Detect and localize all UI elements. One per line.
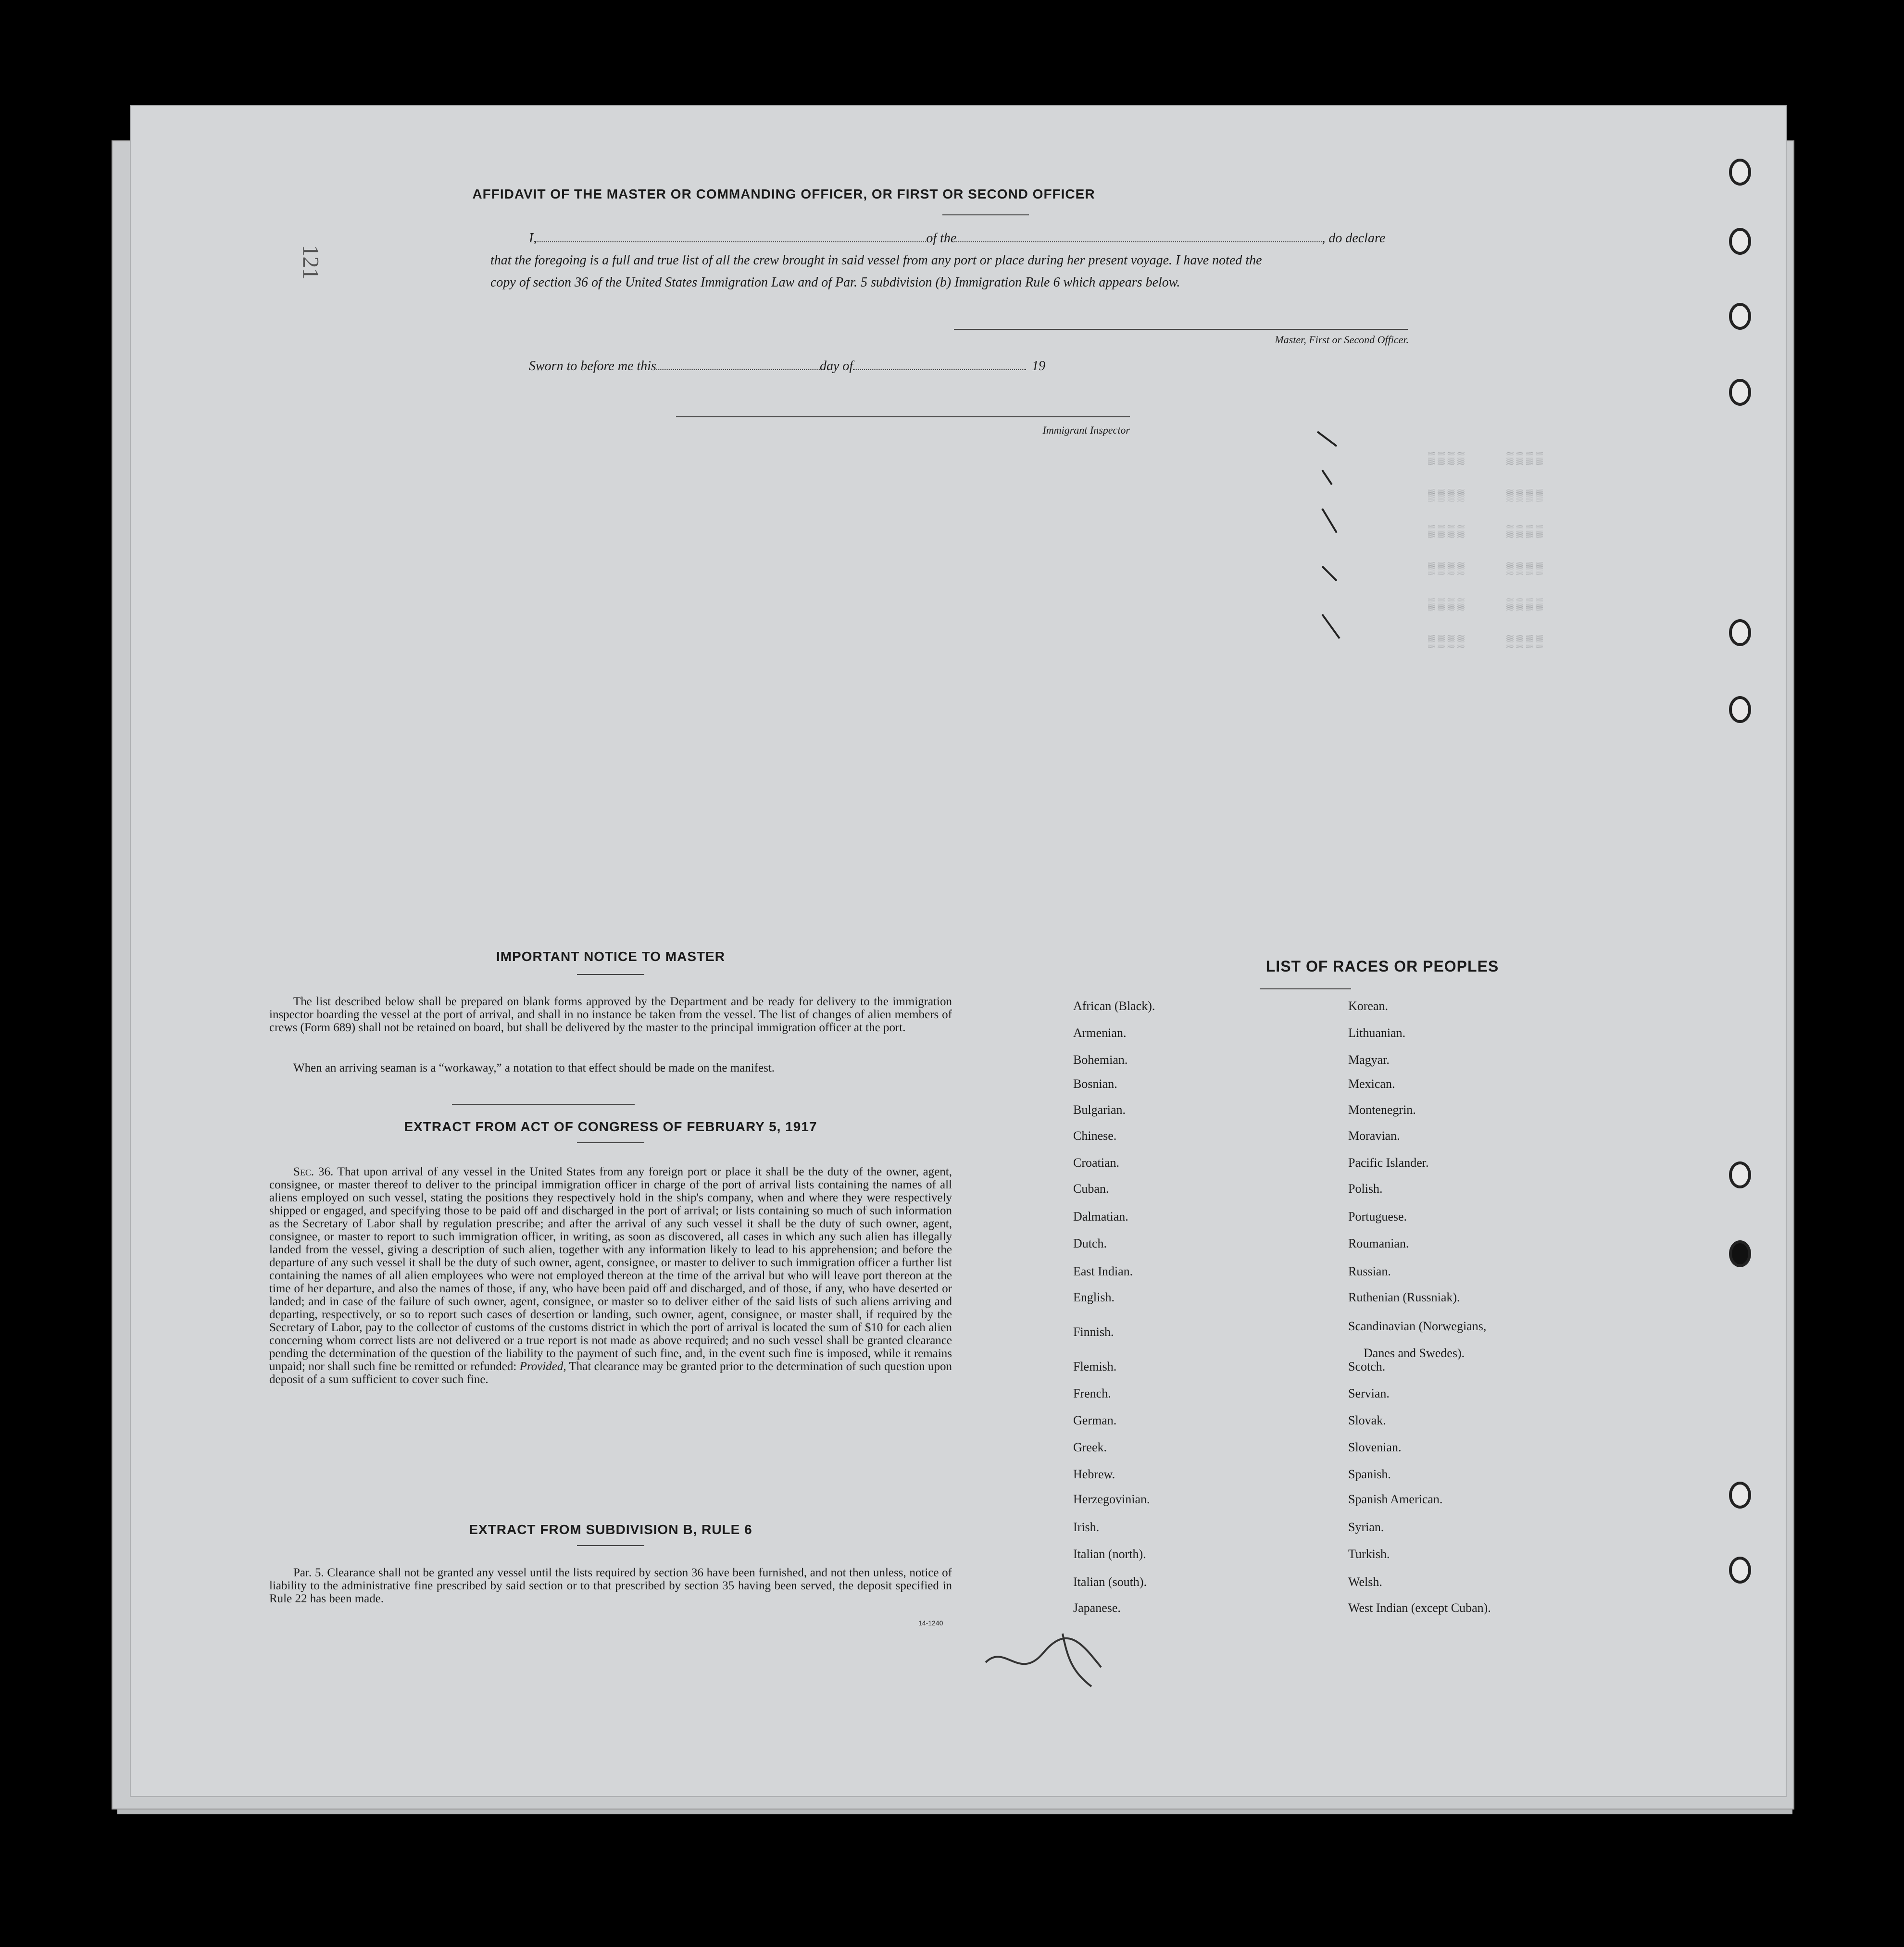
race-item: African (Black). [1073, 999, 1155, 1013]
race-item: Herzegovinian. [1073, 1492, 1150, 1506]
race-item: Russian. [1348, 1264, 1391, 1278]
race-item: East Indian. [1073, 1264, 1133, 1278]
section-rule [452, 1104, 635, 1105]
punch-hole [1729, 303, 1751, 330]
punch-hole [1729, 1240, 1751, 1267]
race-item: Lithuanian. [1348, 1026, 1406, 1040]
punch-hole [1729, 228, 1751, 255]
tick-mark [1322, 566, 1337, 581]
sworn-line: Sworn to before me this day of 19 [529, 359, 1046, 374]
rule-title-rule [577, 1545, 644, 1546]
race-item: Ruthenian (Russniak). [1348, 1290, 1460, 1304]
race-item: Greek. [1073, 1440, 1107, 1454]
master-label: Master, First or Second Officer. [1275, 334, 1409, 346]
punch-hole [1729, 1482, 1751, 1509]
race-item: French. [1073, 1386, 1111, 1400]
race-item: Italian (north). [1073, 1547, 1146, 1561]
races-title: LIST OF RACES OR PEOPLES [1265, 958, 1499, 975]
tick-mark [1317, 432, 1337, 446]
race-item: Dutch. [1073, 1236, 1107, 1250]
race-item: Bohemian. [1073, 1053, 1128, 1067]
form-number: 14-1240 [918, 1619, 943, 1627]
document-page [130, 105, 1787, 1797]
tick-marks [1313, 422, 1370, 768]
handwritten-signature [976, 1614, 1149, 1701]
act-text: Sec. 36. That upon arrival of any vessel in the United States from any foreign port or place it shall be the duty of the owner, agent, consignee, or master thereof to deliver to the principal immigration officer in charge of the port of arrival lists containing the names of all aliens employed on such vessel, stating the positions they respectively hold in the ship's company, when and where they were respectively shipped or engaged, and specifying those to be paid off and discharged in the port of arrival; or lists containing so much of such information as the Secretary of Labor shall by regulation prescribe; and after the arrival of any such vessel it shall be the duty of such owner, agent, consignee, or master to report to such immigration officer, in writing, as soon as discovered, all cases in which any such alien has illegally landed from the vessel, giving a description of such alien, together with any information likely to lead to his apprehension; and before the departure of any such vessel it shall be the duty of such owner, agent, consignee, or master to deliver to such immigration officer a further list containing the names of all alien employees who were not employed thereon at the time of the arrival but who will leave port thereon at the time of her departure, and also the names of those, if any, who have been paid off and discharged, and of those, if any, who have deserted or landed; and in case of the failure of such owner, agent, consignee, or master so to deliver either of the said lists of such aliens arriving and departing, respectively, or so to report such cases of desertion or landing, such owner, agent, consignee, or master shall, if required by the Secretary of Labor, pay to the collector of customs of the customs district in which the port of arrival is located the sum of $10 for each alien concerning whom correct lists are not delivered or a true report is not made as above required; and no such vessel shall be granted clearance pending the determination of the question of the liability to the payment of such fine, and, in the event such fine is imposed, while it remains unpaid; nor shall such fine be remitted or refunded: Provided, That clearance may be granted prior to the determination of such question upon deposit of a sum sufficient to cover such fine. [269, 1165, 952, 1386]
tick-mark [1322, 614, 1340, 638]
inspector-label: Immigrant Inspector [1042, 424, 1130, 436]
title-rule [942, 214, 1029, 215]
race-item: Spanish. [1348, 1467, 1391, 1481]
race-item: German. [1073, 1413, 1117, 1427]
affidavit-line-3: copy of section 36 of the United States Immigration Law and of Par. 5 subdivision (b) Immigration Rule 6 which appears below. [490, 275, 1180, 290]
race-item: Japanese. [1073, 1601, 1121, 1615]
punch-hole [1729, 1161, 1751, 1188]
punch-hole [1729, 619, 1751, 646]
race-item: Scandinavian (Norwegians, [1348, 1319, 1487, 1333]
race-item: Pacific Islander. [1348, 1156, 1429, 1170]
notice-paragraph-2: When an arriving seaman is a “workaway,” a notation to that effect should be made on the manifest. [293, 1061, 775, 1074]
race-item: Armenian. [1073, 1026, 1127, 1040]
race-item: Moravian. [1348, 1129, 1400, 1143]
race-item: Cuban. [1073, 1182, 1109, 1196]
affidavit-title: AFFIDAVIT OF THE MASTER OR COMMANDING OFFICER, OR FIRST OR SECOND OFFICER [472, 187, 1095, 201]
inspector-signature-line[interactable] [676, 416, 1130, 417]
race-item: Slovenian. [1348, 1440, 1402, 1454]
races-rule [1260, 988, 1351, 989]
rule-text: Par. 5. Clearance shall not be granted any vessel until the lists required by section 36 have been furnished, and not then unless, notice of liability to the administrative fine prescribed by said section or to that prescribed by section 35 having been served, the deposit specified in Rule 22 has been made. [269, 1566, 952, 1605]
race-item: Servian. [1348, 1386, 1390, 1400]
race-item: Hebrew. [1073, 1467, 1115, 1481]
race-item: Turkish. [1348, 1547, 1390, 1561]
name-field[interactable] [537, 241, 926, 242]
sworn-month-field[interactable] [853, 369, 1026, 370]
race-item: Spanish American. [1348, 1492, 1443, 1506]
race-item: Portuguese. [1348, 1210, 1407, 1223]
race-item: Italian (south). [1073, 1575, 1147, 1589]
bleed-through-column: ▒▒▒▒ ▒▒▒▒ ▒▒▒▒ ▒▒▒▒ ▒▒▒▒ ▒▒▒▒ ▒▒▒▒ ▒▒▒▒ ▒▒▒▒ ▒▒▒▒ ▒▒▒▒ ▒▒▒▒ [1428, 453, 1546, 649]
tick-mark [1322, 470, 1332, 485]
affidavit-line-1: I, of the , do declare [529, 231, 1386, 246]
act-rule [577, 1142, 644, 1143]
race-item: Welsh. [1348, 1575, 1382, 1589]
race-item: Bosnian. [1073, 1077, 1117, 1091]
race-item: Bulgarian. [1073, 1103, 1126, 1117]
race-item: Korean. [1348, 999, 1389, 1013]
punch-hole [1729, 379, 1751, 406]
race-item: Mexican. [1348, 1077, 1395, 1091]
race-item: Dalmatian. [1073, 1210, 1128, 1223]
notice-title: IMPORTANT NOTICE TO MASTER [496, 949, 726, 964]
race-item: West Indian (except Cuban). [1348, 1601, 1491, 1615]
race-item: Polish. [1348, 1182, 1383, 1196]
rule-title: EXTRACT FROM SUBDIVISION B, RULE 6 [469, 1522, 752, 1537]
race-item: Finnish. [1073, 1325, 1114, 1339]
punch-hole [1729, 1557, 1751, 1584]
race-item: Slovak. [1348, 1413, 1386, 1427]
affidavit-line-2: that the foregoing is a full and true list of all the crew brought in said vessel from any port or place during her present voyage. I have noted the [490, 253, 1262, 268]
notice-paragraph-1: The list described below shall be prepared on blank forms approved by the Department and be ready for delivery to the immigration inspector boarding the vessel at the port of arrival, and shall in no instance be taken from the vessel. The list of changes of alien members of crews (Form 689) shall not be retained on board, but shall be delivered by the master to the principal immigration officer at the port. [269, 995, 952, 1034]
sworn-day-field[interactable] [656, 369, 820, 370]
race-item: Syrian. [1348, 1520, 1384, 1534]
notice-rule [577, 974, 644, 975]
tick-mark [1322, 509, 1337, 533]
punch-hole [1729, 159, 1751, 186]
race-item: Scotch. [1348, 1360, 1386, 1373]
act-title: EXTRACT FROM ACT OF CONGRESS OF FEBRUARY 5, 1917 [404, 1119, 817, 1134]
race-item: Magyar. [1348, 1053, 1390, 1067]
race-item: English. [1073, 1290, 1115, 1304]
race-item: Croatian. [1073, 1156, 1120, 1170]
race-item: Flemish. [1073, 1360, 1117, 1373]
race-item: Montenegrin. [1348, 1103, 1416, 1117]
race-item: Irish. [1073, 1520, 1100, 1534]
master-signature-line[interactable] [954, 329, 1408, 330]
race-item: Chinese. [1073, 1129, 1117, 1143]
margin-mark: 121 [298, 245, 324, 280]
race-item: Roumanian. [1348, 1236, 1409, 1250]
race-item-continued: Danes and Swedes). [1364, 1346, 1465, 1360]
punch-hole [1729, 696, 1751, 723]
vessel-field[interactable] [956, 241, 1322, 242]
